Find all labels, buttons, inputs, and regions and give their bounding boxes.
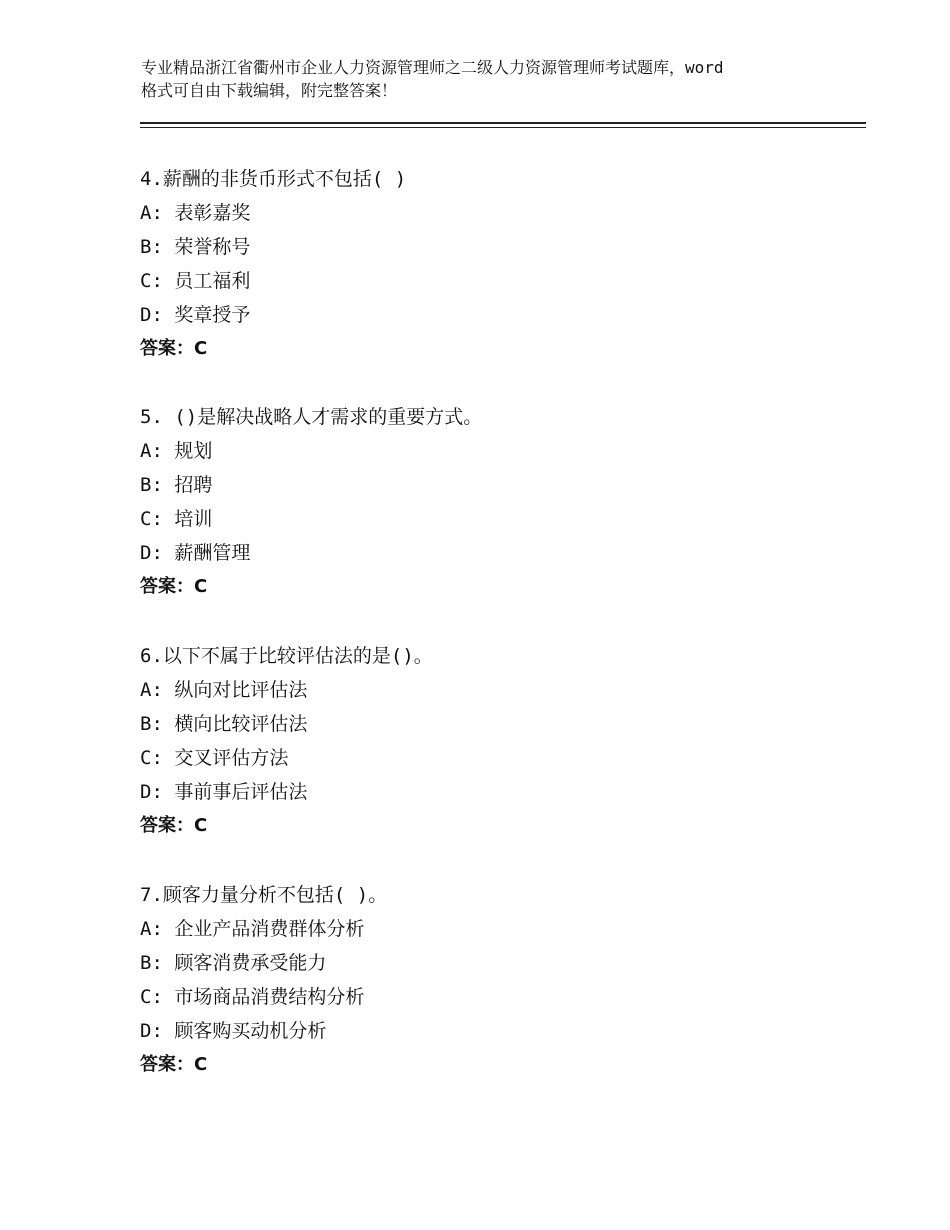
option-a: A: 规划 — [140, 440, 213, 462]
option-c: C: 培训 — [140, 508, 213, 530]
question-stem: 7.顾客力量分析不包括( )。 — [140, 884, 388, 906]
option-c: C: 交叉评估方法 — [140, 747, 289, 769]
option-d: D: 奖章授予 — [140, 304, 251, 326]
document-header — [141, 56, 841, 102]
option-a: A: 纵向对比评估法 — [140, 679, 308, 701]
answer-line: 答案：C — [140, 815, 208, 836]
option-a: A: 表彰嘉奖 — [140, 202, 251, 224]
question-stem: 6.以下不属于比较评估法的是()。 — [140, 645, 433, 667]
question-6 — [140, 639, 860, 843]
option-a: A: 企业产品消费群体分析 — [140, 918, 365, 940]
question-stem: 5. ()是解决战略人才需求的重要方式。 — [140, 406, 483, 428]
header-title-line-2: 格式可自由下载编辑，附完整答案！ — [141, 81, 398, 100]
option-d: D: 顾客购买动机分析 — [140, 1020, 327, 1042]
question-4 — [140, 162, 860, 366]
answer-line: 答案：C — [140, 576, 208, 597]
answer-line: 答案：C — [140, 338, 208, 359]
question-stem: 4.薪酬的非货币形式不包括( ) — [140, 168, 407, 190]
question-5 — [140, 400, 860, 604]
question-7 — [140, 878, 860, 1082]
option-d: D: 事前事后评估法 — [140, 781, 308, 803]
option-c: C: 员工福利 — [140, 270, 251, 292]
answer-line: 答案：C — [140, 1054, 208, 1075]
header-title-line-1: 专业精品浙江省衢州市企业人力资源管理师之二级人力资源管理师考试题库，word — [141, 58, 724, 77]
option-b: B: 荣誉称号 — [140, 236, 251, 258]
option-b: B: 顾客消费承受能力 — [140, 952, 327, 974]
header-divider-thin — [140, 127, 866, 128]
option-b: B: 横向比较评估法 — [140, 713, 308, 735]
header-divider-thick — [140, 122, 866, 124]
option-b: B: 招聘 — [140, 474, 213, 496]
option-d: D: 薪酬管理 — [140, 542, 251, 564]
option-c: C: 市场商品消费结构分析 — [140, 986, 365, 1008]
